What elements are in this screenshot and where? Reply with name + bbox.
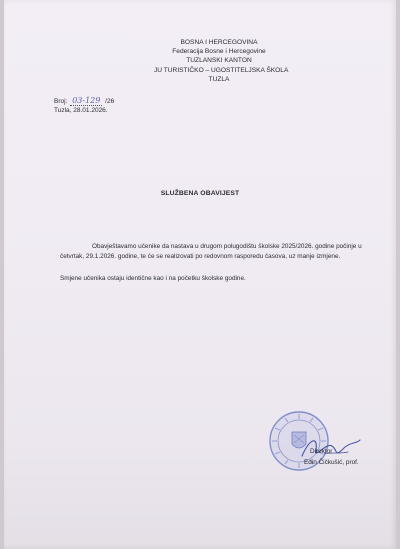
letterhead-school: JU TURISTIČKO – UGOSTITELJSKA ŠKOLA <box>154 66 289 74</box>
signature-block <box>304 446 359 468</box>
reference-block <box>54 96 114 115</box>
letterhead-federation: Federacija Bosne i Hercegovine <box>172 48 266 56</box>
letterhead <box>154 38 289 84</box>
reference-suffix: /26 <box>105 98 115 105</box>
reference-number-line <box>54 96 114 106</box>
signatory-role: Direktor <box>310 448 333 455</box>
letterhead-city: TUZLA <box>208 75 230 83</box>
document-date: Tuzla, 28.01.2026. <box>54 107 108 114</box>
body-paragraph-1: Obavještavamo učenike da nastava u drugom polugodištu školske 2025/2026. godine počinje u četvrtak, 29.1.2026. godine, te će se realizovati po redovnom rasporedu časova, uz manje izmjene. <box>60 243 362 260</box>
document-page <box>4 0 396 549</box>
document-title: SLUŽBENA OBAVIJEST <box>160 190 240 197</box>
body-paragraph-2: Smjene učenika ostaju identične kao i na početku školske godine. <box>60 275 246 283</box>
letterhead-canton: TUZLANSKI KANTON <box>186 57 252 65</box>
reference-label: Broj: <box>54 98 68 105</box>
signatory-name: Edin Čičkušić, prof. <box>304 459 359 466</box>
letterhead-country: BOSNA I HERCEGOVINA <box>180 39 258 46</box>
handwritten-reference-number: 03-129 <box>72 96 101 105</box>
